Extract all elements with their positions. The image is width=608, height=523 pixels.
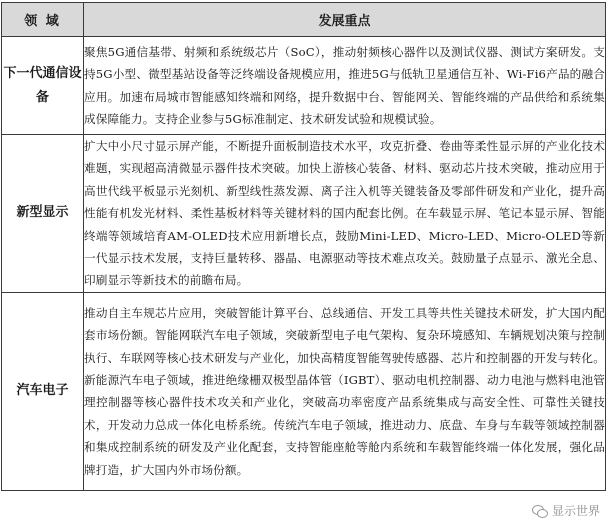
watermark-text: 显示世界 xyxy=(551,504,600,518)
focus-text: 扩大中小尺寸显示屏产能，不断提升面板制造技术水平，攻克折叠、卷曲等柔性显示屏的产业化技术难题，实现超高清微显示器件技术突破。加快上游核心装备、材料、驱动芯片技术突破，推动应用于高世代线平板显示光刻机、新型线性蒸发源、离子注入机等关键装备及零部件研发和产业化，提升高性能有机发光材料、柔性基板材料等关键材料的国内配套比例。在车载显示屏、笔记本显示屏、智能终端等领域培育AM-OLED技术应用新增长点，鼓励Mini-LED、Micro-LED、Micro-OLED等新一代显示技术发展，支持巨量转移、器晶、电源驱动等技术难点攻关。鼓励量子点显示、激光全息、印刷显示等新技术的前瞻布局。 xyxy=(84,139,605,288)
focus-cell xyxy=(84,292,606,490)
focus-text: 聚焦5G通信基带、射频和系统级芯片（SoC），推动射频核心器件以及测试仪器、测试方案研发。支持5G小型、微型基站设备等泛终端设备规模应用，推进5G与低轨卫星通信互补、Wi-Fi6产品的融合应用。加速布局城市智能感知终端和网络，提升数据中台、智能网关、智能终端的产品供给和系统集成保障能力。支持企业参与5G标准制定、技术研发试验和规模试验。 xyxy=(84,44,605,126)
wechat-icon xyxy=(532,504,548,518)
header-domain: 领 域 xyxy=(2,3,84,37)
domain-label: 新型显示 xyxy=(16,205,69,221)
focus-cell xyxy=(84,37,606,135)
table-row xyxy=(2,37,606,135)
development-focus-table xyxy=(1,2,606,491)
focus-cell xyxy=(84,135,606,293)
table-header-row xyxy=(2,3,606,37)
focus-text: 推动自主车规芯片应用，突破智能计算平台、总线通信、开发工具等共性关键技术研发，扩大国内配套市场份额。智能网联汽车电子领域，突破新型电子电气架构、复杂环境感知、车辆规划决策与控制执行、车联网等核心技术研发与产业化，加快高精度智能驾驶传感器、芯片和控制器的开发与转化。新能源汽车电子领域，推进绝缘栅双极型晶体管（IGBT）、驱动电机控制器、动力电池与燃料电池管理控制器等核心器件技术攻关和产业化，突破高功率密度产品系统集成与高安全性、可靠性关键技术，开发动力总成一体化电桥系统。传统汽车电子领域，推进动力、底盘、车身与车载等领域控制器和集成控制系统的研发及产业化配套，支持智能座舱等舱内系统和车载智能终端一体化发展，强化品牌打造，扩大国内外市场份额。 xyxy=(84,305,605,477)
domain-label: 下一代通信设备 xyxy=(3,65,82,105)
domain-cell xyxy=(2,135,84,293)
header-focus: 发展重点 xyxy=(84,3,606,37)
table-row xyxy=(2,135,606,293)
table-row xyxy=(2,292,606,490)
watermark xyxy=(532,502,600,519)
domain-label: 汽车电子 xyxy=(16,383,69,399)
domain-cell xyxy=(2,292,84,490)
domain-cell xyxy=(2,37,84,135)
